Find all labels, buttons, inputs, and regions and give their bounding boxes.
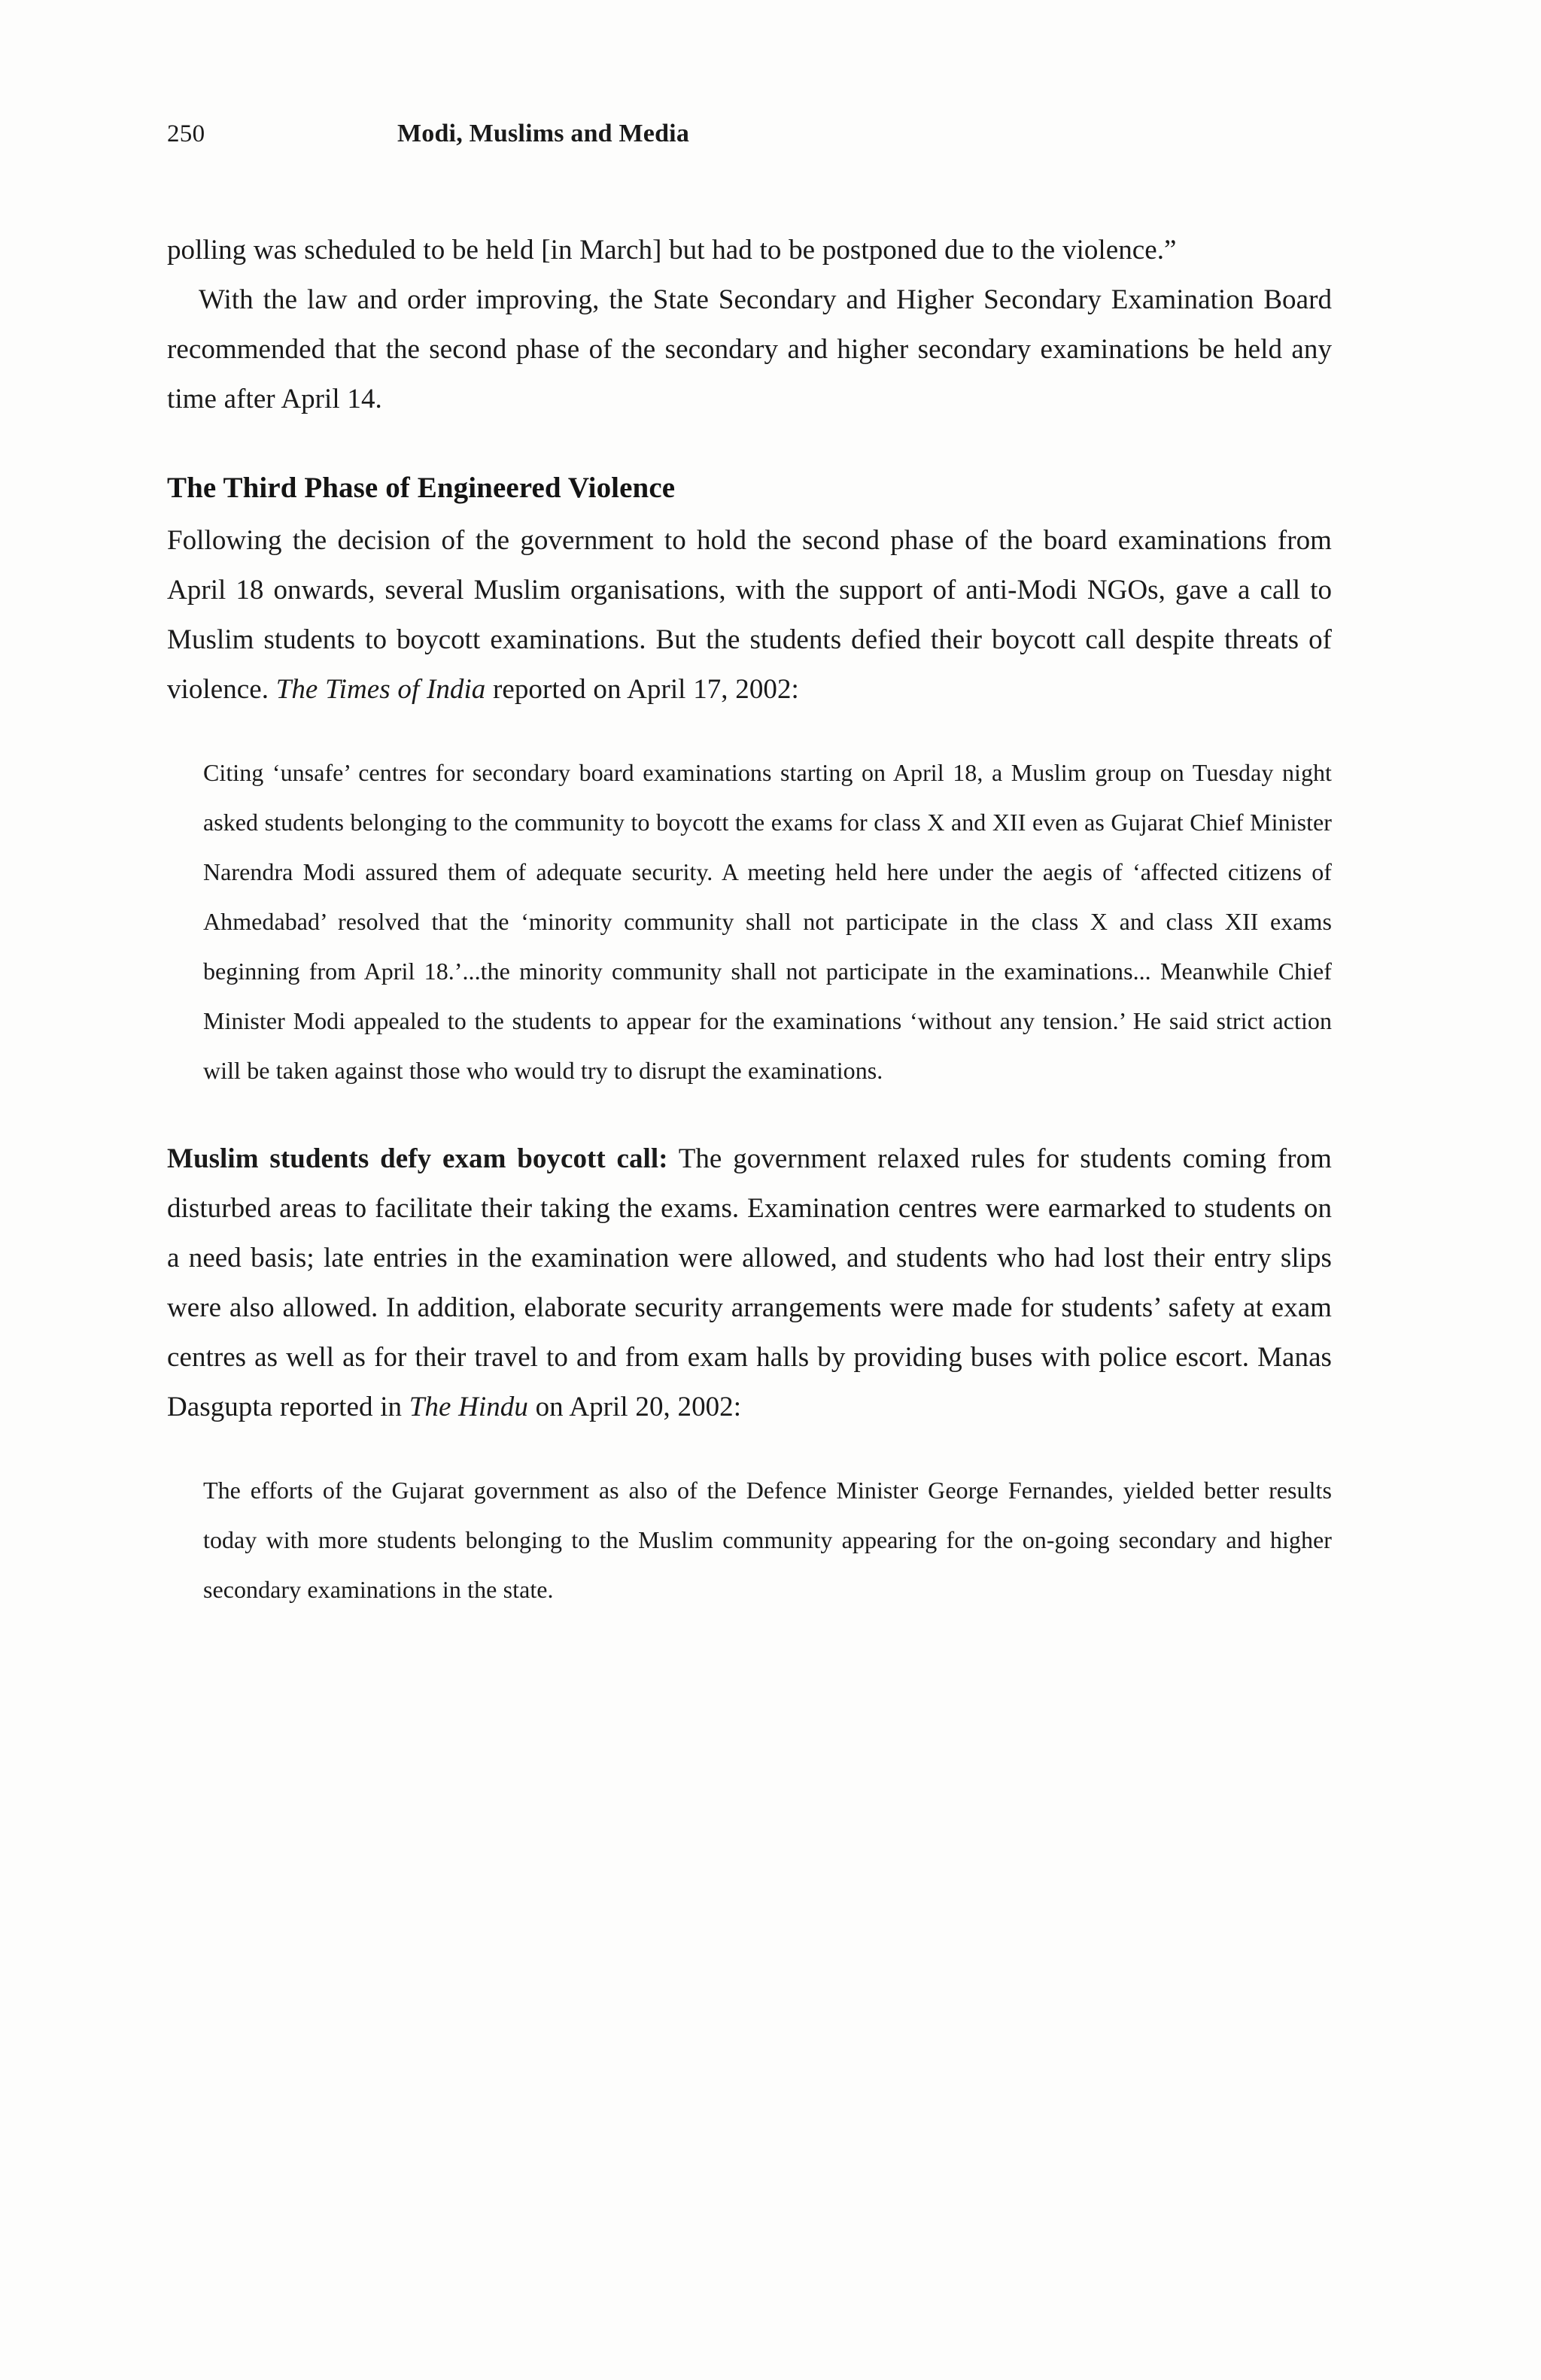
running-title: Modi, Muslims and Media (397, 120, 690, 147)
paragraph-polling-postponed: polling was scheduled to be held [in March] but had to be postponed due to the violence.” (167, 235, 1177, 266)
blockquote-times-of-india (167, 715, 1332, 1103)
newspaper-name-the-hindu: The Hindu (409, 1392, 528, 1422)
paragraph-students-defy-text-before: The government relaxed rules for students coming from disturbed areas to facilitate their taking the exams. Examination centres were earmarked to students on a need basis; late entries in the examination were allowed, and students who had lost their entry slips were also allowed. In addition, elaborate security arrangements were made for students’ safety at exam centres as well as for their travel to and from exam halls by providing buses with police escort. Manas Dasgupta reported in (167, 1143, 1332, 1422)
paragraph-boycott-call-text-after: reported on April 17, 2002: (485, 674, 799, 705)
section-heading-third-phase: The Third Phase of Engineered Violence (167, 472, 676, 504)
paragraph-students-defy (167, 1134, 1332, 1432)
blockquote-the-hindu-text: The efforts of the Gujarat government as also of the Defence Minister George Fernandes, yielded better results today with more students belonging to the Muslim community appearing for the on-going secondary and higher secondary examinations in the state. (203, 1477, 1332, 1603)
quote-spacer (167, 1103, 1332, 1134)
blockquote-times-of-india-text: Citing ‘unsafe’ centres for secondary board examinations starting on April 18, a Muslim group on Tuesday night asked students belonging to the community to boycott the exams for class X and XII even as Gujarat Chief Minister Narendra Modi assured them of adequate security. A meeting held here under the aegis of ‘affected citizens of Ahmedabad’ resolved that the ‘minority community shall not participate in the class X and class XII exams beginning from April 18.’...the minority community shall not participate in the examinations... Meanwhile Chief Minister Modi appealed to the students to appear for the examinations ‘without any tension.’ He said strict action will be taken against those who would try to disrupt the examinations. (203, 759, 1332, 1084)
running-header (167, 113, 1332, 155)
page-number: 250 (167, 120, 205, 147)
newspaper-name-times-of-india: The Times of India (275, 674, 486, 705)
paragraph-students-defy-text-after: on April 20, 2002: (527, 1392, 742, 1422)
paragraph-boycott-call (167, 516, 1332, 715)
text-column (167, 226, 1332, 1622)
run-in-heading-students-defy: Muslim students defy exam boycott call: (167, 1143, 668, 1174)
paragraph-law-and-order: With the law and order improving, the State Secondary and Higher Secondary Examination Board recommended that the second phase of the secondary and higher secondary examinations be held any time after April 14. (167, 284, 1332, 414)
paragraph-boycott-call-text-before: Following the decision of the government to hold the second phase of the board examinations from April 18 onwards, several Muslim organisations, with the support of anti-Modi NGOs, gave a call to Muslim students to boycott examinations. But the students defied their boycott call despite threats of violence. (167, 525, 1332, 705)
blockquote-the-hindu (167, 1432, 1332, 1622)
